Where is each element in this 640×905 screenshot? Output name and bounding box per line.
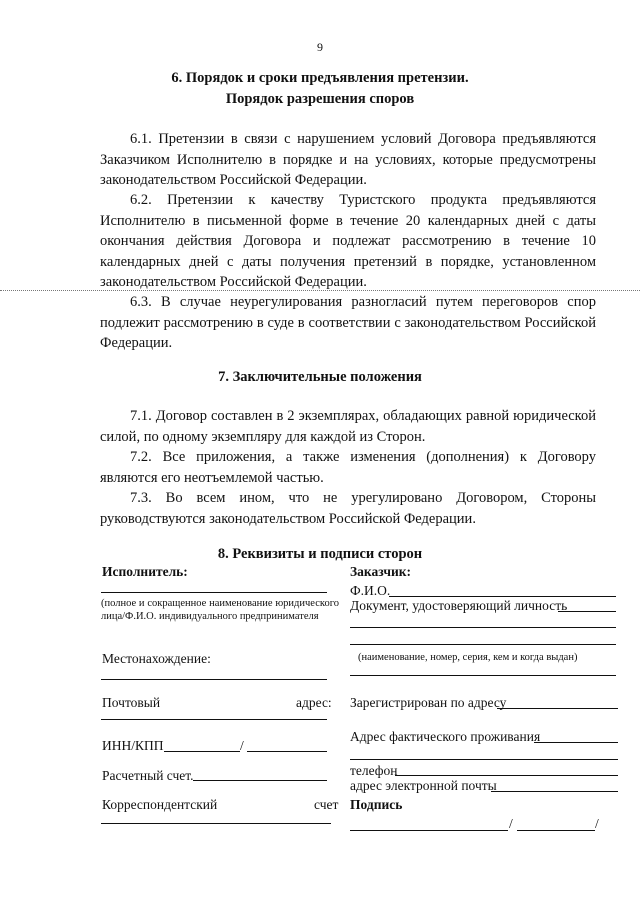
customer-document-line-3[interactable] xyxy=(350,644,616,645)
executor-account-label: Расчетный счет. xyxy=(102,768,194,783)
customer-document-note: (наименование, номер, серия, кем и когда выдан) xyxy=(358,652,578,663)
customer-document-line-4[interactable] xyxy=(350,675,616,676)
customer-fio-label: Ф.И.О. xyxy=(350,583,391,598)
customer-fio-field[interactable] xyxy=(389,596,616,597)
executor-location-line[interactable] xyxy=(101,679,327,680)
executor-kpp-field[interactable] xyxy=(247,751,327,752)
paragraph-6-2: 6.2. Претензии к качеству Туристского продукта предъявляются Исполнителю в письменной форме в течение 20 календарных дней с даты окончания действия Договора и подлежат рассмотрению в течение 10 календарных дней с даты получения претензий в порядке, установленном законодательством Российской Федерации. xyxy=(100,192,596,290)
paragraph-6-1: 6.1. Претензии в связи с нарушением условий Договора предъявляются Заказчиком Исполнителю в порядке и на условиях, которые предусмотрены законодательством Российской Федерации. xyxy=(100,131,596,188)
executor-corr-label: Корреспондентский xyxy=(102,797,218,812)
customer-document-field[interactable] xyxy=(558,611,616,612)
paragraph-7-3: 7.3. Во всем ином, что не урегулировано Договором, Стороны руководствуются законодательством Российской Федерации. xyxy=(100,490,596,527)
customer-signature-name-field[interactable] xyxy=(517,830,595,831)
customer-document-label: Документ, удостоверяющий личность xyxy=(350,598,568,613)
customer-actual-address-field[interactable] xyxy=(534,742,618,743)
executor-name-line[interactable] xyxy=(101,592,327,593)
customer-email-field[interactable] xyxy=(491,791,618,792)
executor-heading: Исполнитель: xyxy=(102,564,188,579)
section6-title-line1: 6. Порядок и сроки предъявления претензии. xyxy=(171,70,469,86)
section8-title: 8. Реквизиты и подписи сторон xyxy=(217,546,423,562)
customer-actual-address-label: Адрес фактического проживания xyxy=(350,729,541,744)
customer-actual-address-line-2[interactable] xyxy=(350,759,618,760)
executor-postal-line[interactable] xyxy=(101,719,327,720)
paragraph-6-3: 6.3. В случае неурегулирования разногласий путем переговоров спор подлежит рассмотрению в суде в соответствии с законодательством Российской Федерации. xyxy=(100,294,596,351)
scan-fold-line xyxy=(0,290,640,291)
executor-inn-field[interactable] xyxy=(164,751,240,752)
executor-postal-address-label: адрес: xyxy=(296,695,332,710)
executor-name-note: (полное и сокращенное наименование юридического лица/Ф.И.О. индивидуального предпринимателя xyxy=(101,598,339,622)
paragraph-7-2: 7.2. Все приложения, а также изменения (дополнения) к Договору являются его неотъемлемой частью. xyxy=(100,449,596,486)
executor-corr-line[interactable] xyxy=(101,823,331,824)
executor-inn-label: ИНН/КПП xyxy=(102,738,164,753)
section6-title-line2: Порядок разрешения споров xyxy=(225,91,415,107)
customer-signature-separator-2: / xyxy=(595,816,599,831)
customer-phone-label: телефон xyxy=(350,763,398,778)
customer-heading: Заказчик: xyxy=(350,564,412,579)
customer-signature-separator-1: / xyxy=(509,816,513,831)
paragraph-7-1: 7.1. Договор составлен в 2 экземплярах, обладающих равной юридической силой, по одному экземпляру для каждой из Сторон. xyxy=(100,408,596,445)
executor-postal-label: Почтовый xyxy=(102,695,161,710)
section7-title: 7. Заключительные положения xyxy=(218,369,422,385)
customer-registered-label: Зарегистрирован по адресу xyxy=(350,695,507,710)
page-number: 9 xyxy=(317,40,323,54)
customer-document-line-2[interactable] xyxy=(350,627,616,628)
executor-corr-account-label: счет xyxy=(314,797,339,812)
executor-account-field[interactable] xyxy=(193,780,327,781)
customer-signature-label: Подпись xyxy=(350,797,403,812)
executor-location-label: Местонахождение: xyxy=(102,651,211,666)
executor-inn-separator: / xyxy=(240,738,244,753)
customer-email-label: адрес электронной почты xyxy=(350,778,497,793)
customer-phone-field[interactable] xyxy=(395,775,618,776)
customer-signature-field[interactable] xyxy=(350,830,508,831)
customer-registered-field[interactable] xyxy=(497,708,618,709)
